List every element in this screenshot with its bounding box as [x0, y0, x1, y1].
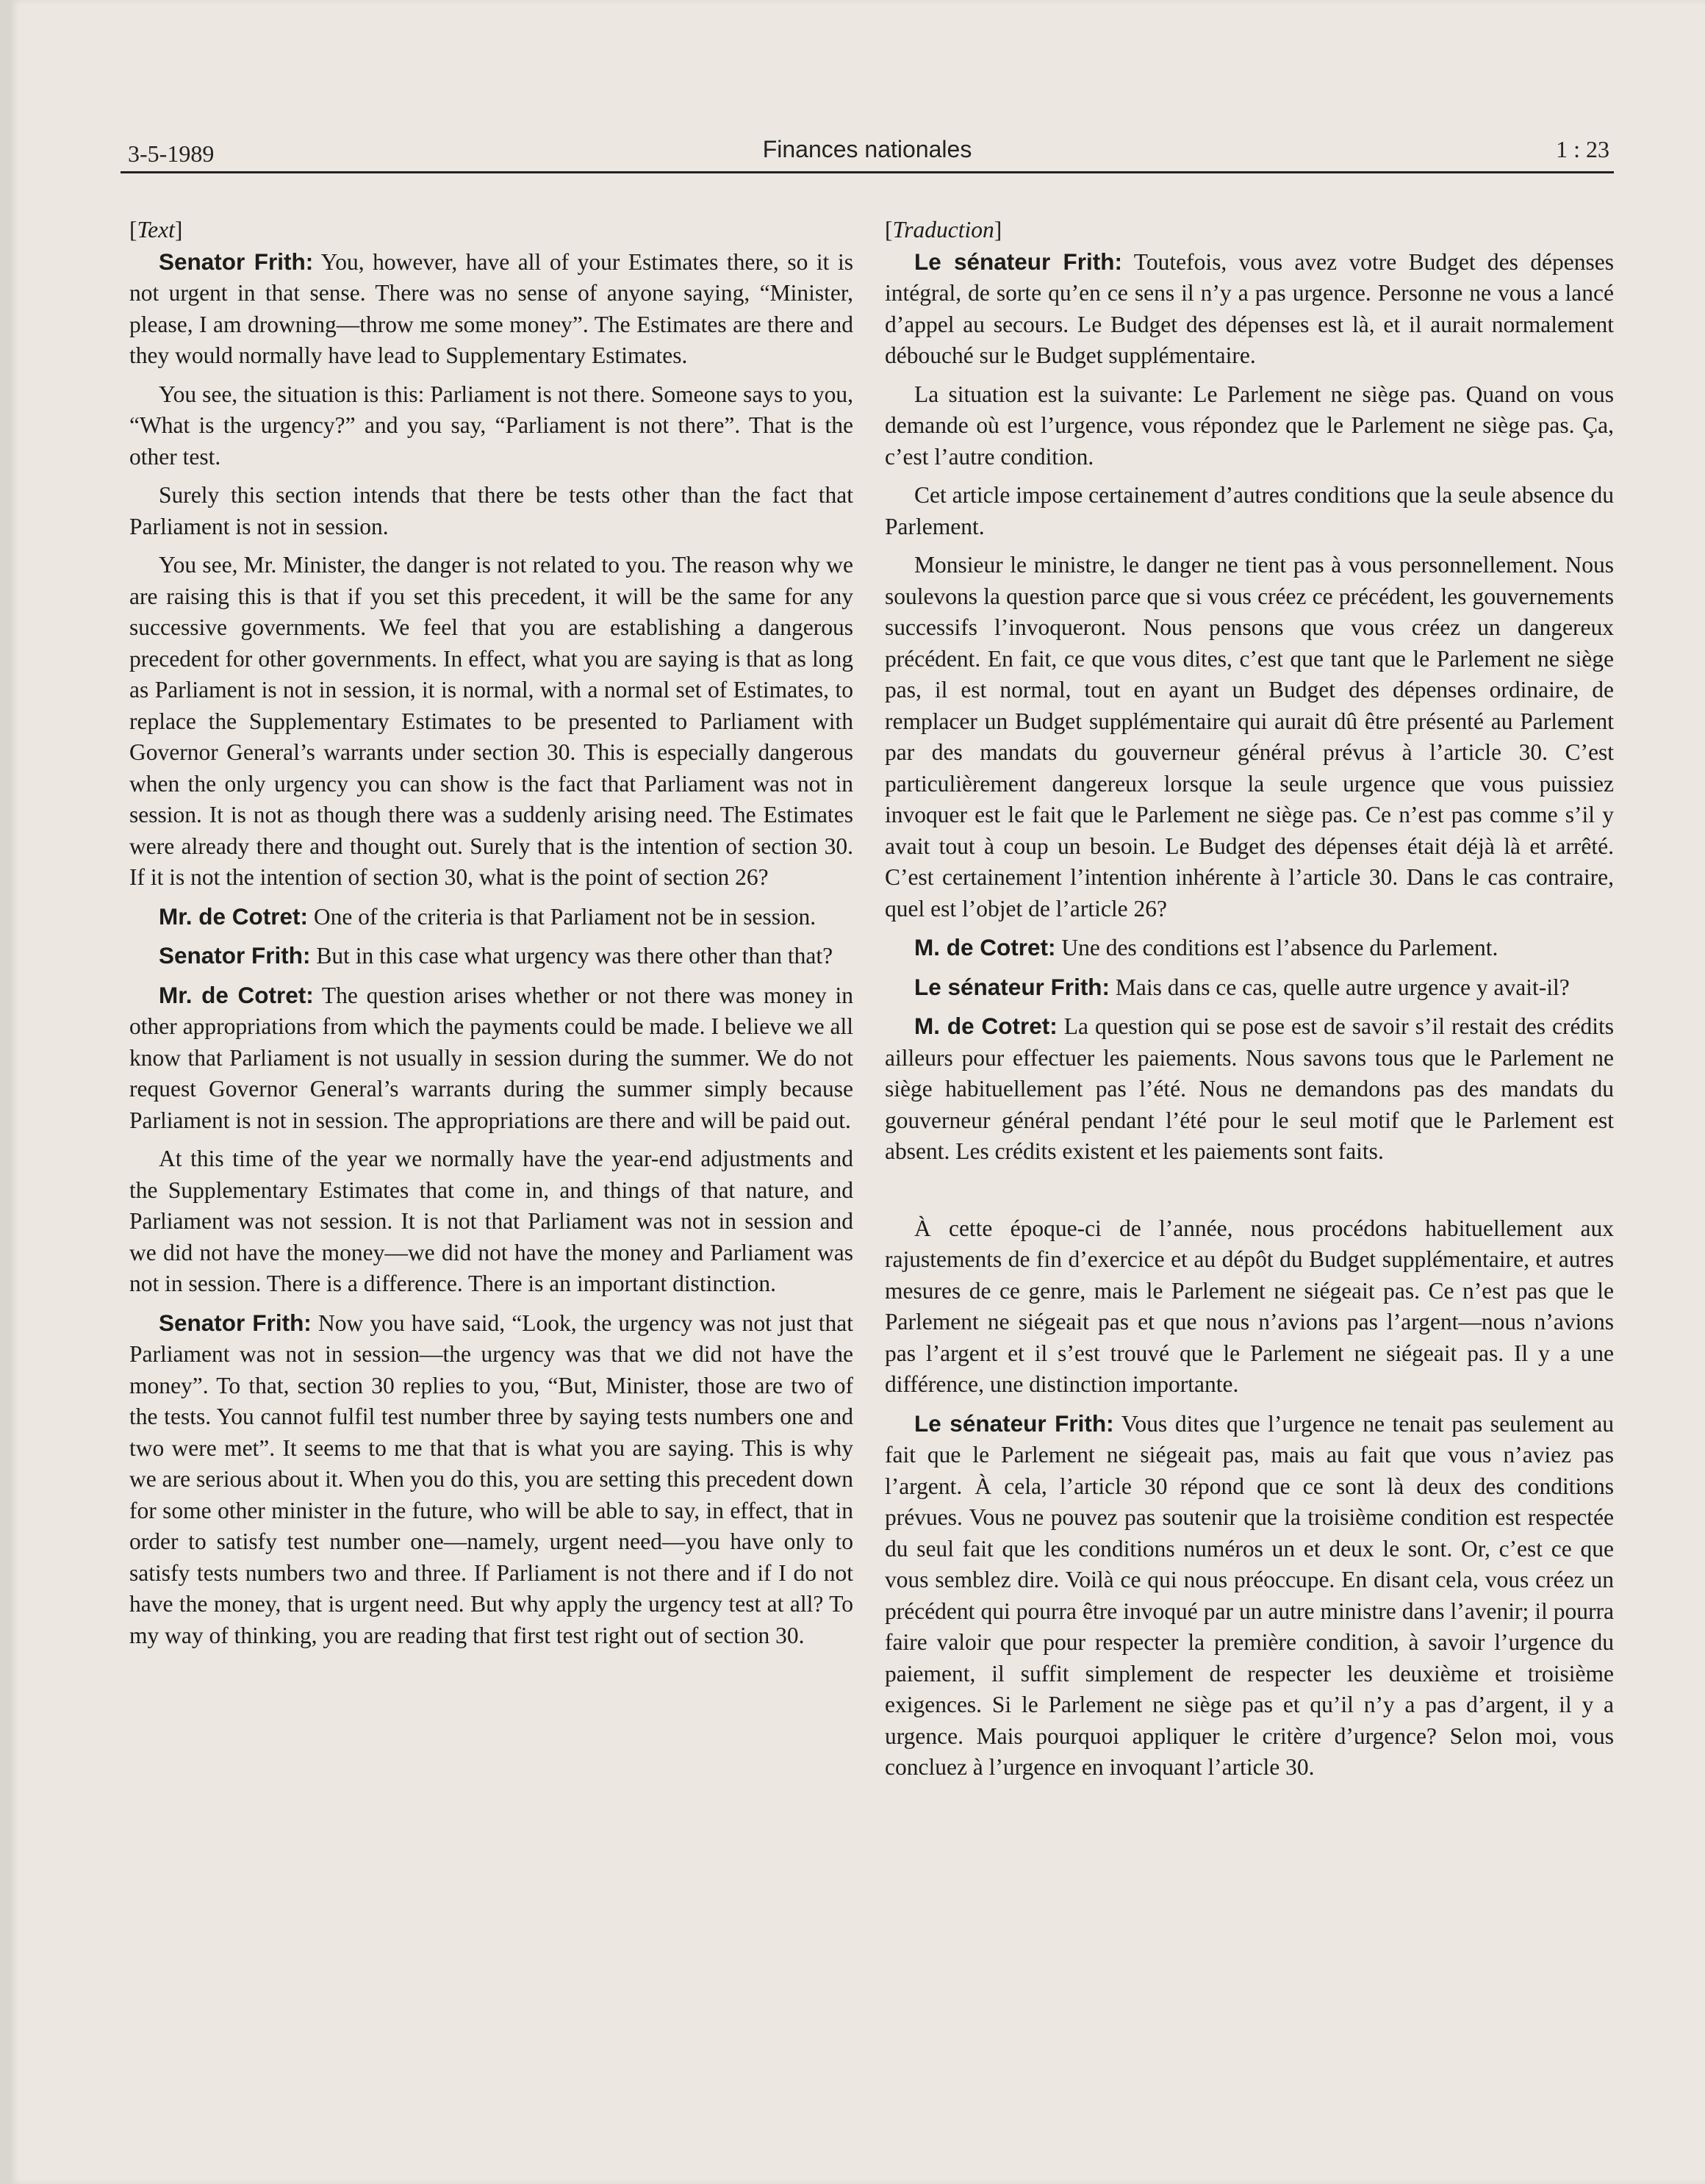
paragraph: Le sénateur Frith: Mais dans ce cas, quelle autre urgence y avait-il?	[914, 973, 1570, 1000]
paragraph: À cette époque-ci de l’année, nous procédons habituellement aux rajustements de fin d’exercice et au dépôt du Budget supplémentaire, et autres mesures de ce genre, mais le Parlement ne siégeait pas. Ce n’est pas que le Parlement ne siégeait pas et que nous n’avions pas l’argent—nous n’avions pas l’argent et il s’est trouvé que le Parlement ne siégeait pas. Il y a une différence, une distinction importante.	[885, 1215, 1614, 1397]
paragraph: Le sénateur Frith: Vous dites que l’urgence ne tenait pas seulement au fait que le Parlement ne siégeait pas, mais au fait que vous n’aviez pas l’argent. À cela, l’article 30 répond que ce sont là deux des conditions prévues. Vous ne pouvez pas soutenir que la troisième condition est respectée du seul fait que les conditions numéros un et deux le sont. Or, c’est ce que vous semblez dire. Voilà ce qui nous préoccupe. En disant cela, vous créez un précédent qui pourra être invoqué par un autre ministre dans l’avenir; il pourra faire valoir que pour respecter la première condition, à savoir l’urgence du paiement, il suffit simplement de respecter les deuxième et troisième exigences. Si le Parlement ne siège pas et qu’il n’y a pas d’argent, il y a urgence. Mais pourquoi appliquer le critère d’urgence? Selon moi, vous concluez à l’urgence en invoquant l’article 30.	[885, 1409, 1614, 1780]
paragraph: You see, Mr. Minister, the danger is not related to you. The reason why we are raising this is that if you set this precedent, it will be the same for any successive governments. We feel that you are establishing a dangerous precedent for other governments. In effect, what you are saying is that as long as Parliament is not in session, it is normal, with a normal set of Estimates, to replace the Supplementary Estimates to be presented to Parliament with Governor General’s warrants under section 30. This is especially dangerous when the only urgency you can show is the fact that Parliament was not in session. It is not as though there was a suddenly arising need. The Estimates were already there and thought out. Surely that is the intention of section 30. If it is not the intention of section 30, what is the point of section 26?	[129, 552, 853, 890]
document-page	[10, 0, 1705, 2184]
speaker-name: Senator Frith:	[159, 248, 314, 275]
speaker-name: Le sénateur Frith:	[914, 973, 1110, 1000]
speaker-name: Le sénateur Frith:	[914, 1409, 1114, 1437]
paragraph: Cet article impose certainement d’autres conditions que la seule absence du Parlement.	[885, 482, 1614, 539]
speaker-name: Senator Frith:	[159, 1309, 312, 1336]
english-column	[129, 215, 853, 1659]
paragraph: La situation est la suivante: Le Parlement ne siège pas. Quand on vous demande où est l’urgence, vous répondez que le Parlement ne siège pas. Ça, c’est l’autre condition.	[885, 381, 1614, 470]
paragraph: Mr. de Cotret: The question arises whether or not there was money in other appropriations from which the payments could be made. I believe we all know that Parliament is not usually in session during the summer. We do not request Governor General’s warrants during the summer simply because Parliament is not in session. The appropriations are there and will be paid out.	[129, 981, 853, 1133]
speaker-name: Mr. de Cotret:	[159, 981, 314, 1008]
speaker-name: Senator Frith:	[159, 942, 311, 969]
speaker-name: M. de Cotret:	[914, 934, 1056, 960]
speaker-name: Mr. de Cotret:	[159, 902, 309, 930]
spacer	[885, 1175, 1614, 1213]
paragraph: Senator Frith: You, however, have all of your Estimates there, so it is not urgent in that sense. There was no sense of anyone saying, “Minister, please, I am drowning—throw me some money”. The Estimates are there and they would normally have lead to Supplementary Estimates.	[129, 248, 853, 368]
header-date: 3-5-1989	[128, 140, 215, 167]
paragraph: Surely this section intends that there be tests other than the fact that Parliament is not in session.	[129, 482, 853, 539]
paragraph: M. de Cotret: Une des conditions est l’absence du Parlement.	[914, 934, 1498, 960]
paragraph: Senator Frith: But in this case what urgency was there other than that?	[159, 942, 833, 969]
header-page-number: 1 : 23	[1556, 136, 1609, 162]
paragraph: At this time of the year we normally have the year-end adjustments and the Supplementary Estimates that come in, and things of that nature, and Parliament was not session. It is not that Parliament was not in session and we did not have the money—we did not have the money and Parliament was not in session. There is a difference. There is an important distinction.	[129, 1146, 853, 1296]
paragraph: Mr. de Cotret: One of the criteria is that Parliament not be in session.	[159, 902, 816, 930]
speaker-name: M. de Cotret:	[914, 1013, 1058, 1039]
page-header	[121, 134, 1614, 173]
paragraph: You see, the situation is this: Parliament is not there. Someone says to you, “What is the urgency?” and you say, “Parliament is not there”. That is the other test.	[129, 381, 853, 470]
paragraph: Le sénateur Frith: Toutefois, vous avez votre Budget des dépenses intégral, de sorte qu’en ce sens il n’y a pas urgence. Personne ne vous a lancé d’appel au secours. Le Budget des dépenses est là, et il aurait normalement débouché sur le Budget supplémentaire.	[885, 248, 1614, 368]
speaker-name: Le sénateur Frith:	[914, 248, 1123, 275]
language-marker: [Text]	[129, 217, 183, 243]
language-marker: [Traduction]	[885, 217, 1002, 243]
french-column	[885, 215, 1614, 1791]
paragraph: M. de Cotret: La question qui se pose est de savoir s’il restait des crédits ailleurs pour effectuer les paiements. Nous savons tous que le Parlement ne siège habituellement pas l’été. Nous ne demandons pas des mandats du gouverneur général pendant l’été pour le seul motif que le Parlement est absent. Les crédits existent et les paiements sont faits.	[885, 1013, 1615, 1164]
paragraph: Monsieur le ministre, le danger ne tient pas à vous personnellement. Nous soulevons la question parce que si vous créez ce précédent, les gouvernements successifs l’invoqueront. Nous pensons que vous créez un dangereux précédent. En fait, ce que vous dites, c’est que tant que le Parlement ne siège pas, il est normal, tout en ayant un Budget des dépenses ordinaire, de remplacer un Budget supplémentaire qui aurait dû être présenté au Parlement par des mandats du gouverneur général prévus à l’article 30. C’est particulièrement dangereux lorsque la seule urgence que vous puissiez invoquer est le fait que le Parlement ne siège pas. Ce n’est pas comme s’il y avait tout à coup un besoin. Le Budget des dépenses était déjà là et arrêté. C’est certainement l’intention inhérente à l’article 30. Dans le cas contraire, quel est l’objet de l’article 26?	[885, 552, 1614, 922]
paragraph: Senator Frith: Now you have said, “Look, the urgency was not just that Parliament was not in session—the urgency was that we did not have the money”. To that, section 30 replies to you, “But, Minister, those are two of the tests. You cannot fulfil test number three by saying tests numbers one and two were met”. It seems to me that that is what you are saying. This is why we are serious about it. When you do this, you are setting this precedent down for some other minister in the future, who will be able to say, in effect, that in order to satisfy test number one—namely, urgent need—you have only to satisfy tests numbers two and three. If Parliament is not there and if I do not have the money, that is urgent need. But why apply the urgency test at all? To my way of thinking, you are reading that first test right out of section 30.	[129, 1309, 853, 1648]
header-title: Finances nationales	[762, 136, 972, 162]
